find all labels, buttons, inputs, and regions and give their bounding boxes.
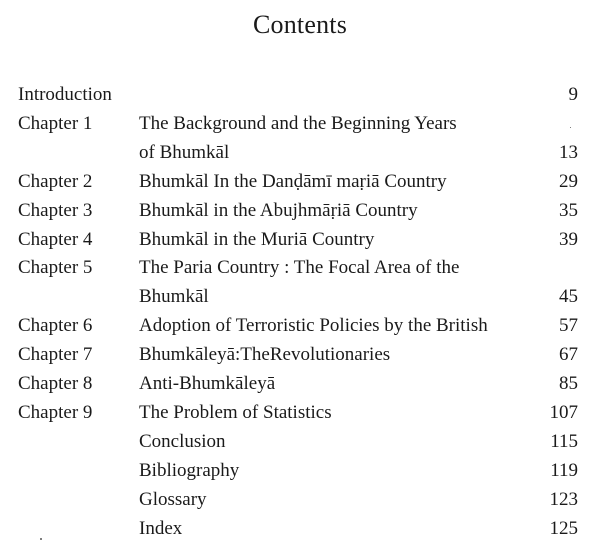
toc-line xyxy=(0,398,600,427)
toc-line xyxy=(0,340,600,369)
toc-entry-page: 13 xyxy=(559,141,578,163)
toc-entry-title: The Paria Country : The Focal Area of the xyxy=(139,257,460,279)
toc-entry-label: Chapter 8 xyxy=(18,373,93,394)
toc-entry-title: Index xyxy=(139,517,183,539)
toc-entry-label: Chapter 3 xyxy=(18,199,93,221)
toc-entry-page: 9 xyxy=(568,84,578,105)
toc-entry-title: Glossary xyxy=(139,488,207,510)
toc-entry-page: 85 xyxy=(559,373,578,394)
toc-entry-label: Chapter 9 xyxy=(18,401,93,423)
toc-entry-label: Chapter 6 xyxy=(18,315,93,337)
print-speck xyxy=(40,538,42,540)
toc-entry-label: Chapter 5 xyxy=(18,257,93,279)
toc-entry-title: Conclusion xyxy=(139,430,226,452)
toc-entry-title: Bhumkāleyā:TheRevolutionaries xyxy=(139,344,391,366)
toc-entry-label: Chapter 4 xyxy=(18,228,93,250)
toc-line xyxy=(0,456,600,485)
toc-line xyxy=(0,253,600,282)
toc-line xyxy=(0,225,600,254)
toc-entry-page: 119 xyxy=(550,459,578,481)
toc-line xyxy=(0,196,600,225)
toc-line xyxy=(0,80,600,109)
toc-line xyxy=(0,485,600,514)
toc-entry-title: Bhumkāl in the Muriā Country xyxy=(139,228,375,250)
toc-entry-page: 125 xyxy=(549,517,578,539)
toc-entry-label: Chapter 1 xyxy=(18,112,93,134)
toc-line xyxy=(0,109,600,138)
toc-entry-label: Chapter 7 xyxy=(18,344,93,366)
toc-line xyxy=(0,138,600,167)
toc-entry-title: Bhumkāl in the Abujhmāṛiā Country xyxy=(139,199,418,221)
toc-entry-page: 107 xyxy=(549,401,578,423)
toc-entry-title: Adoption of Terroristic Policies by the British xyxy=(139,315,488,337)
toc-entry-title: Anti-Bhumkāleyā xyxy=(139,373,276,394)
toc-entry-page: 123 xyxy=(549,488,578,510)
page-title: Contents xyxy=(252,10,348,39)
toc-entry-page: 57 xyxy=(559,315,578,337)
toc-entry-title: Bhumkāl In the Danḍāmī maṛiā Country xyxy=(139,170,447,192)
toc-entry-page: 29 xyxy=(559,170,578,192)
toc-entry-page: 39 xyxy=(559,228,578,250)
toc-entry-page: 45 xyxy=(559,286,578,308)
toc-entry-title: The Background and the Beginning Years xyxy=(139,112,457,134)
toc-line xyxy=(0,282,600,311)
toc-line xyxy=(0,514,600,543)
toc-line xyxy=(0,369,600,398)
toc-entry-label: Chapter 2 xyxy=(18,170,93,192)
toc-entry-title: Bibliography xyxy=(139,459,240,481)
print-speck xyxy=(570,127,571,128)
toc-entry-title: Bhumkāl xyxy=(139,286,209,308)
toc-line xyxy=(0,167,600,196)
toc-entry-title: The Problem of Statistics xyxy=(139,401,332,423)
toc-entry-page: 35 xyxy=(559,199,578,221)
toc-line xyxy=(0,311,600,340)
toc-entry-title: of Bhumkāl xyxy=(139,141,230,163)
toc-entry-label: Introduction xyxy=(18,84,112,105)
toc-entry-page: 115 xyxy=(550,430,578,452)
toc-line xyxy=(0,427,600,456)
toc-entry-page: 67 xyxy=(559,344,578,366)
